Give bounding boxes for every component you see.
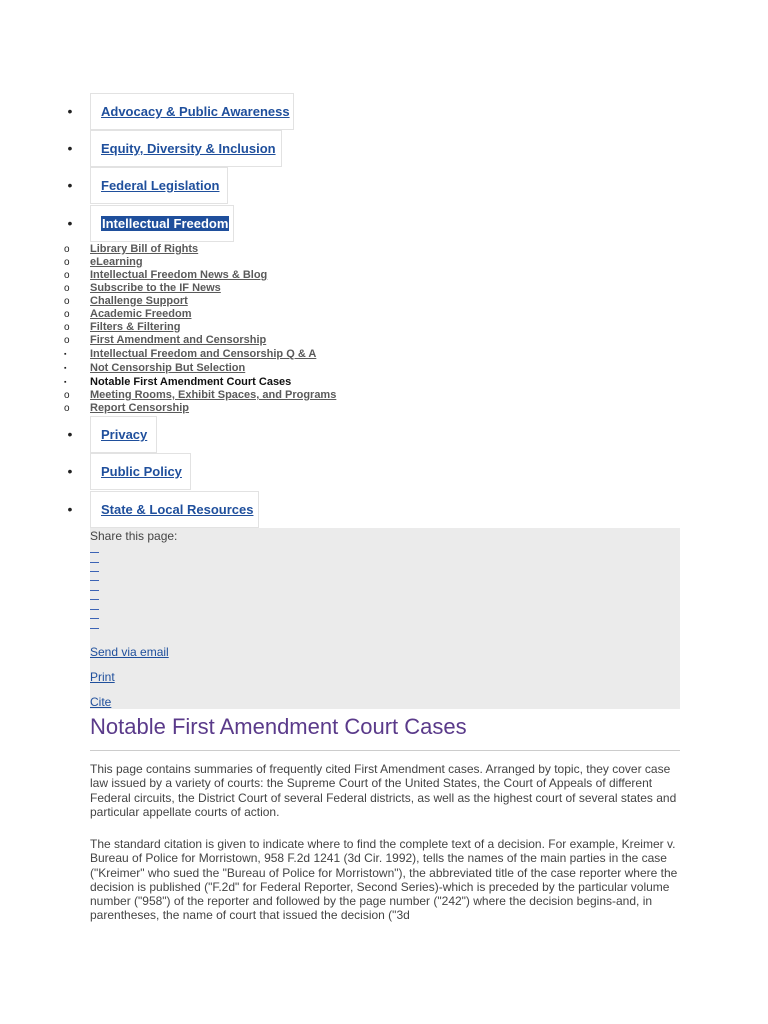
marker: o <box>64 283 70 294</box>
share-facebook-icon[interactable] <box>90 549 99 553</box>
share-twitter-icon[interactable] <box>90 559 99 563</box>
nav-box-privacy <box>90 416 157 453</box>
print-link[interactable]: Print <box>90 670 115 684</box>
sub-nav-link[interactable]: Challenge Support <box>90 295 188 307</box>
share-linkedin-icon[interactable] <box>90 568 99 572</box>
bullet: • <box>67 177 73 193</box>
share-pinterest-icon[interactable] <box>90 577 99 581</box>
cite-link[interactable]: Cite <box>90 695 112 709</box>
marker: o <box>64 335 70 346</box>
share-more-icon[interactable] <box>90 625 99 629</box>
marker: o <box>64 322 70 333</box>
sub-nav-link[interactable]: Not Censorship But Selection <box>90 362 246 374</box>
send-email-link[interactable]: Send via email <box>90 645 169 659</box>
sub-nav-link[interactable]: Intellectual Freedom News & Blog <box>90 269 268 281</box>
bullet: • <box>67 140 73 156</box>
marker: ▪ <box>64 351 67 358</box>
nav-box-federal-legislation <box>90 167 228 204</box>
bullet: • <box>67 103 73 119</box>
intro-paragraph: This page contains summaries of frequently cited First Amendment cases. Arranged by topic, they cover case law issued by a variety of courts: the Supreme Court of the United States, the Court of Appeals of different Federal circuits, the District Court of several Federal districts, as well as the highest court of several states and particular appellate courts of action. <box>90 762 677 819</box>
nav-link-intellectual-freedom[interactable]: Intellectual Freedom <box>102 216 229 231</box>
citation-paragraph: The standard citation is given to indicate where to find the complete text of a decision. For example, Kreimer v. Bureau of Police for Morristown, 958 F.2d 1241 (3d Cir. 1992), tells the names of the main parties in the case ("Kreimer" who sued the "Bureau of Police for Morristown"), the abbreviated title of the case reporter where the decision is published ("F.2d" for Federal Reporter, Second Series)-which is preceded by the particular volume number ("958") of the reporter and followed by the page number ("242") where the decision begins-and, in parentheses, the name of court that issued the decision ("3d <box>90 837 678 923</box>
marker: o <box>64 244 70 255</box>
nav-link-equity[interactable]: Equity, Diversity & Inclusion <box>101 141 276 156</box>
page-title: Notable First Amendment Court Cases <box>90 711 680 751</box>
sub-nav-link[interactable]: Subscribe to the IF News <box>90 282 221 294</box>
share-panel <box>90 528 680 709</box>
sub-nav-link[interactable]: Intellectual Freedom and Censorship Q & A <box>90 348 317 360</box>
nav-box-state-local <box>90 491 259 528</box>
nav-box-public-policy <box>90 453 191 490</box>
nav-link-advocacy[interactable]: Advocacy & Public Awareness <box>101 104 290 119</box>
sub-nav-link[interactable]: Academic Freedom <box>90 308 192 320</box>
nav-link-public-policy[interactable]: Public Policy <box>101 464 182 479</box>
share-reddit-icon[interactable] <box>90 587 99 591</box>
bullet: • <box>67 463 73 479</box>
sub-nav-link[interactable]: Library Bill of Rights <box>90 243 199 255</box>
nav-box-intellectual-freedom <box>90 205 234 242</box>
share-tumblr-icon[interactable] <box>90 596 99 600</box>
share-messenger-icon[interactable] <box>90 615 99 619</box>
sub-nav-link[interactable]: Report Censorship <box>90 402 190 414</box>
share-label: Share this page: <box>90 529 178 543</box>
marker: o <box>64 403 70 414</box>
sub-nav-current: Notable First Amendment Court Cases <box>90 376 292 388</box>
marker: o <box>64 309 70 320</box>
sub-nav-link[interactable]: Meeting Rooms, Exhibit Spaces, and Programs <box>90 389 337 401</box>
marker: ▪ <box>64 379 67 386</box>
sub-nav-link[interactable]: First Amendment and Censorship <box>90 334 267 346</box>
nav-link-state-local[interactable]: State & Local Resources <box>101 502 254 517</box>
marker: o <box>64 390 70 401</box>
sub-nav-link[interactable]: eLearning <box>90 256 143 268</box>
bullet: • <box>67 501 73 517</box>
sub-nav-link[interactable]: Filters & Filtering <box>90 321 181 333</box>
bullet: • <box>67 426 73 442</box>
nav-box-equity <box>90 130 282 167</box>
share-whatsapp-icon[interactable] <box>90 606 99 610</box>
marker: o <box>64 270 70 281</box>
marker: ▪ <box>64 365 67 372</box>
nav-link-federal-legislation[interactable]: Federal Legislation <box>101 178 220 193</box>
marker: o <box>64 257 70 268</box>
marker: o <box>64 296 70 307</box>
nav-link-privacy[interactable]: Privacy <box>101 427 148 442</box>
bullet: • <box>67 215 73 231</box>
nav-box-advocacy <box>90 93 294 130</box>
